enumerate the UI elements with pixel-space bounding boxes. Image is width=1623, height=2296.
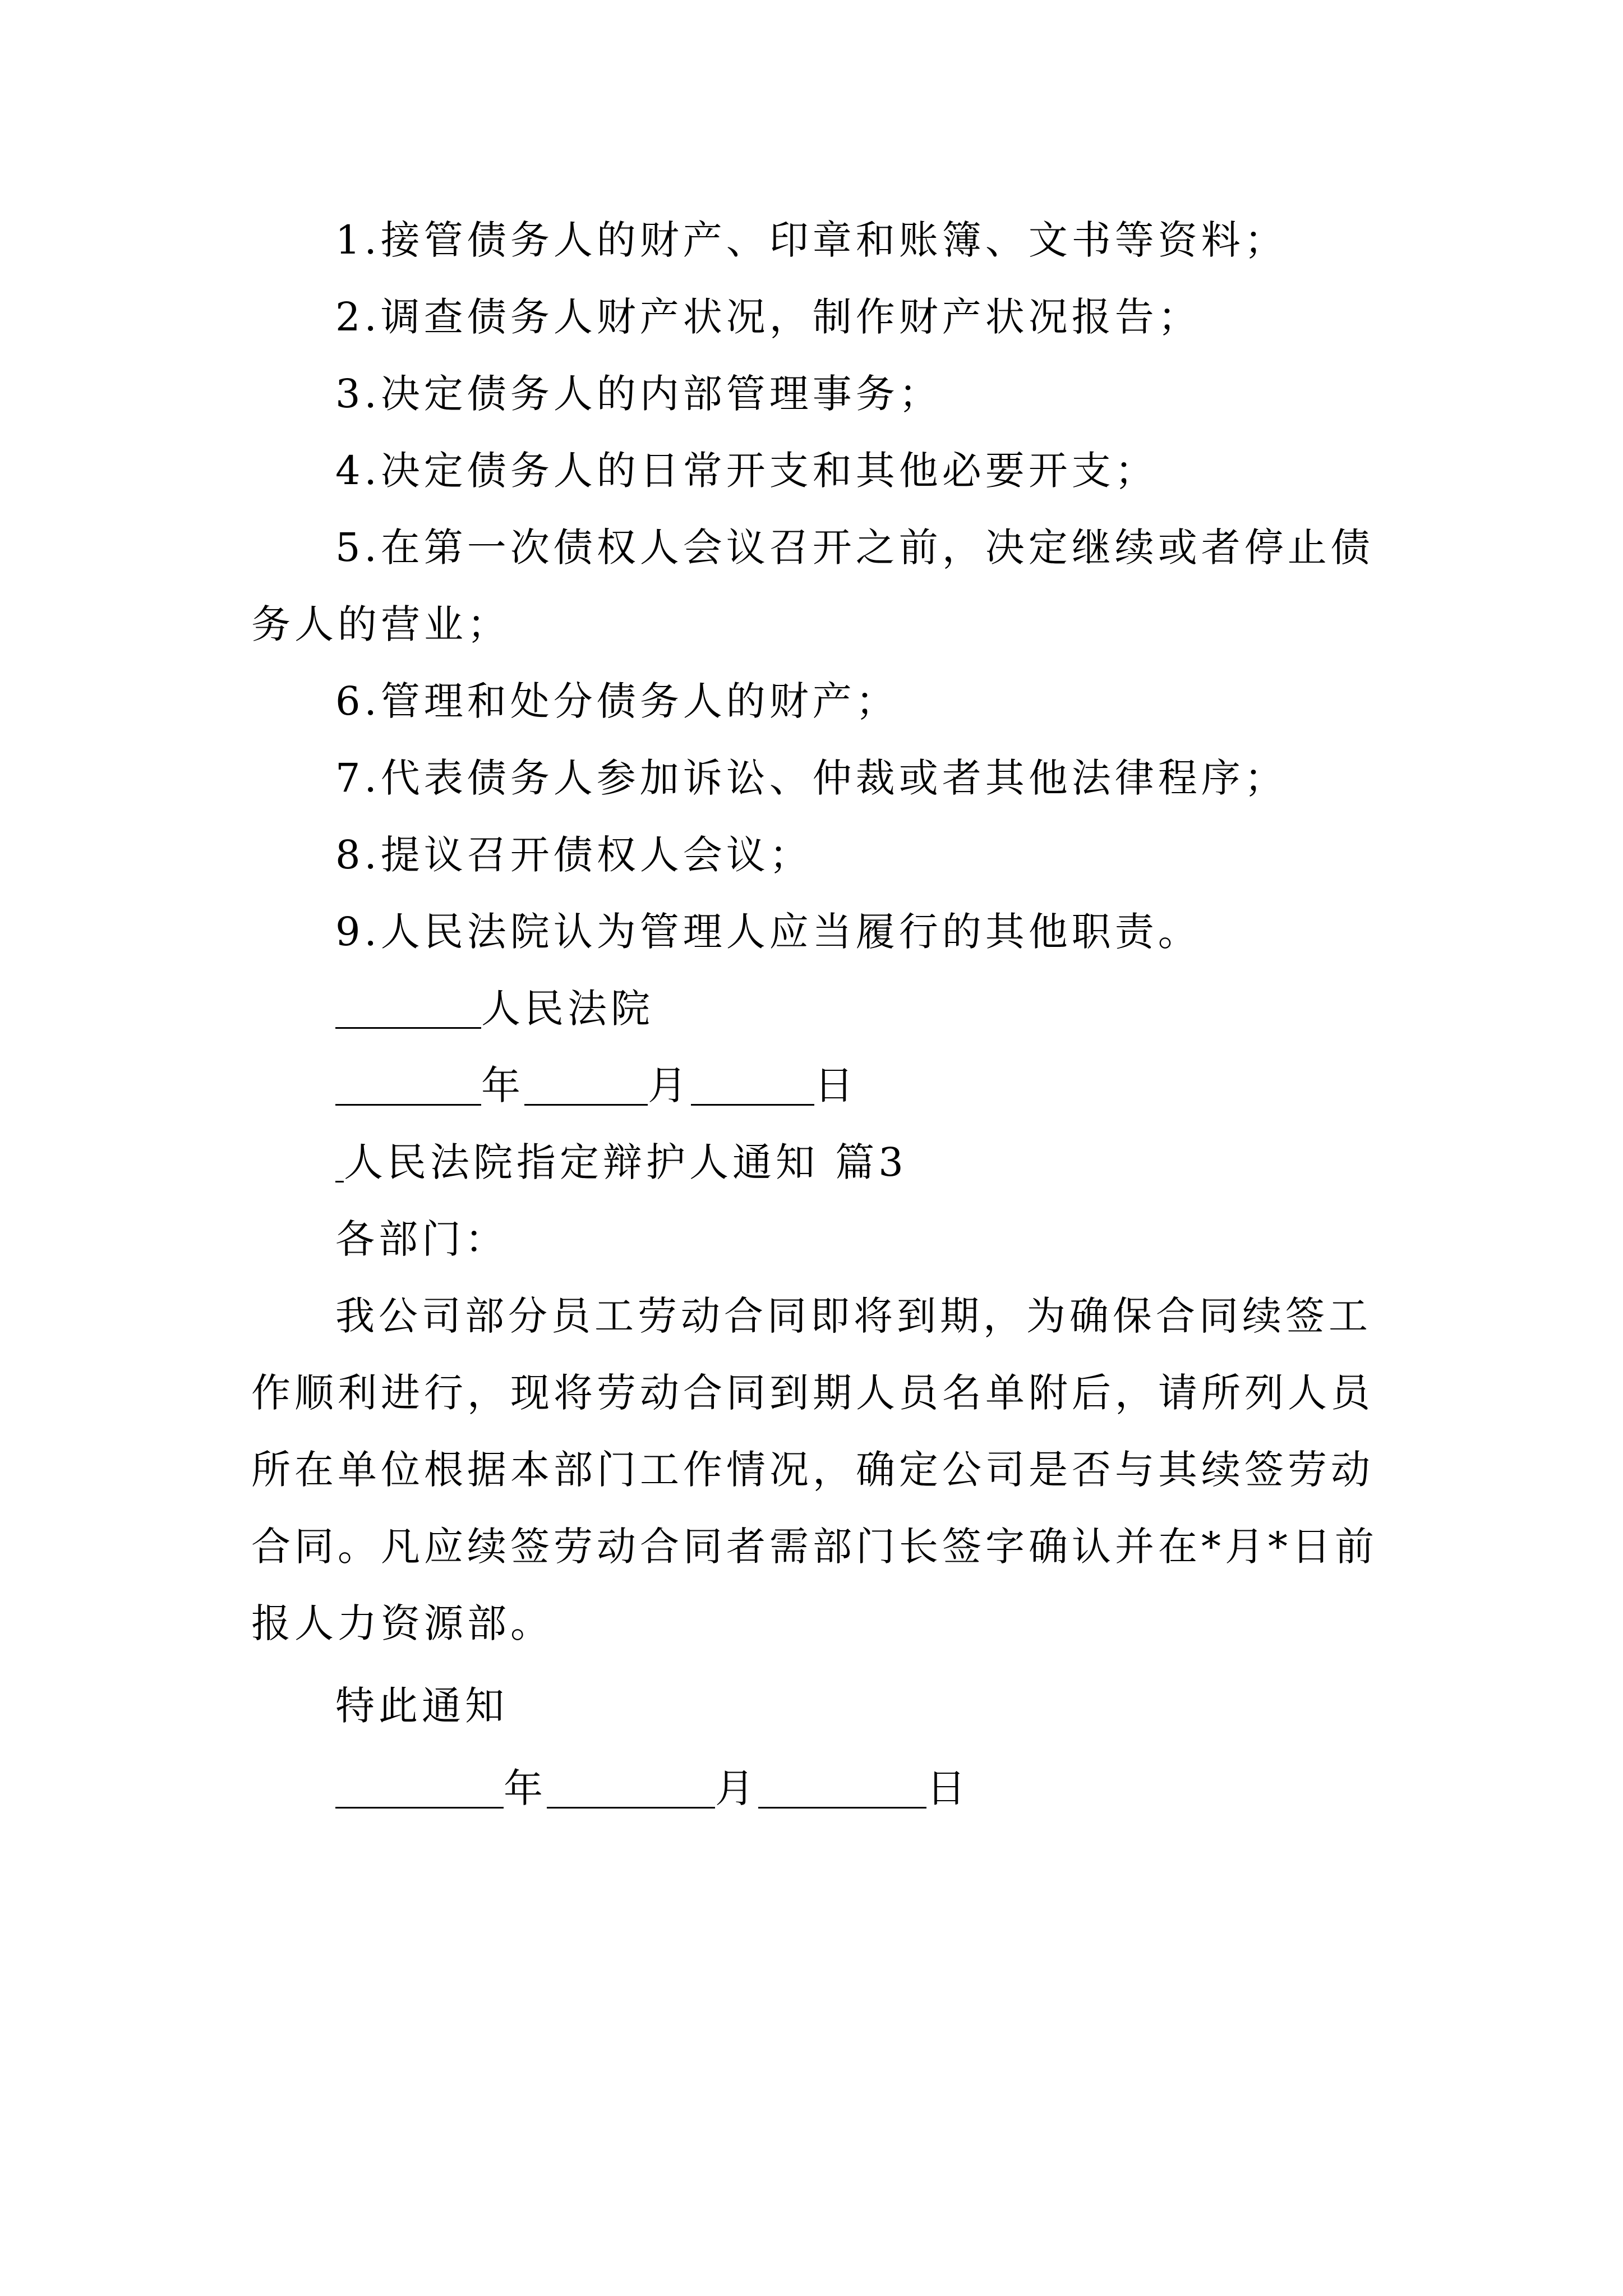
closing: 特此通知 xyxy=(335,1683,508,1729)
month-blank xyxy=(547,1768,715,1809)
day-blank xyxy=(691,1065,814,1106)
day-label: 日 xyxy=(926,1765,970,1811)
section-title xyxy=(251,1124,1384,1201)
month-label: 月 xyxy=(648,1062,691,1108)
body-paragraph: 我公司部分员工劳动合同即将到期，为确保合同续签工作顺利进行，现将劳动合同到期人员名单附后，请所列人员所在单位根据本部门工作情况，确定公司是否与其续签劳动合同。凡应续签劳动合同者需部门长签字确认并在*月*日前报人力资源部。 xyxy=(251,1293,1378,1646)
court-name-label: 人民法院 xyxy=(481,986,654,1032)
year-label: 年 xyxy=(504,1765,547,1811)
day-blank xyxy=(758,1768,926,1809)
list-item: 1.接管债务人的财产、印章和账簿、文书等资料； xyxy=(335,217,1288,263)
document-body xyxy=(251,202,1384,1827)
court-signature-line xyxy=(251,970,1384,1047)
title-blank xyxy=(335,1142,344,1182)
year-blank xyxy=(335,1768,504,1809)
list-item: 6.管理和处分债务人的财产； xyxy=(335,678,899,724)
notice-date-line xyxy=(251,1750,1384,1827)
list-item: 7.代表债务人参加诉讼、仲裁或者其他法律程序； xyxy=(335,755,1288,801)
year-blank xyxy=(335,1065,481,1106)
month-label: 月 xyxy=(715,1765,758,1811)
list-item: 5.在第一次债权人会议召开之前，决定继续或者停止债务人的营业； xyxy=(251,524,1374,647)
day-label: 日 xyxy=(814,1062,857,1108)
month-blank xyxy=(524,1065,648,1106)
list-item: 9.人民法院认为管理人应当履行的其他职责。 xyxy=(335,909,1201,955)
section-title-text: 人民法院指定辩护人通知 篇3 xyxy=(344,1139,907,1185)
year-label: 年 xyxy=(481,1062,524,1108)
court-date-line xyxy=(251,1047,1384,1124)
court-name-blank xyxy=(335,988,481,1029)
list-item: 2.调查债务人财产状况，制作财产状况报告； xyxy=(335,294,1201,340)
list-item: 3.决定债务人的内部管理事务； xyxy=(335,371,942,417)
list-item: 4.决定债务人的日常开支和其他必要开支； xyxy=(335,448,1158,494)
salutation: 各部门： xyxy=(335,1216,508,1262)
list-item: 8.提议召开债权人会议； xyxy=(335,832,813,878)
